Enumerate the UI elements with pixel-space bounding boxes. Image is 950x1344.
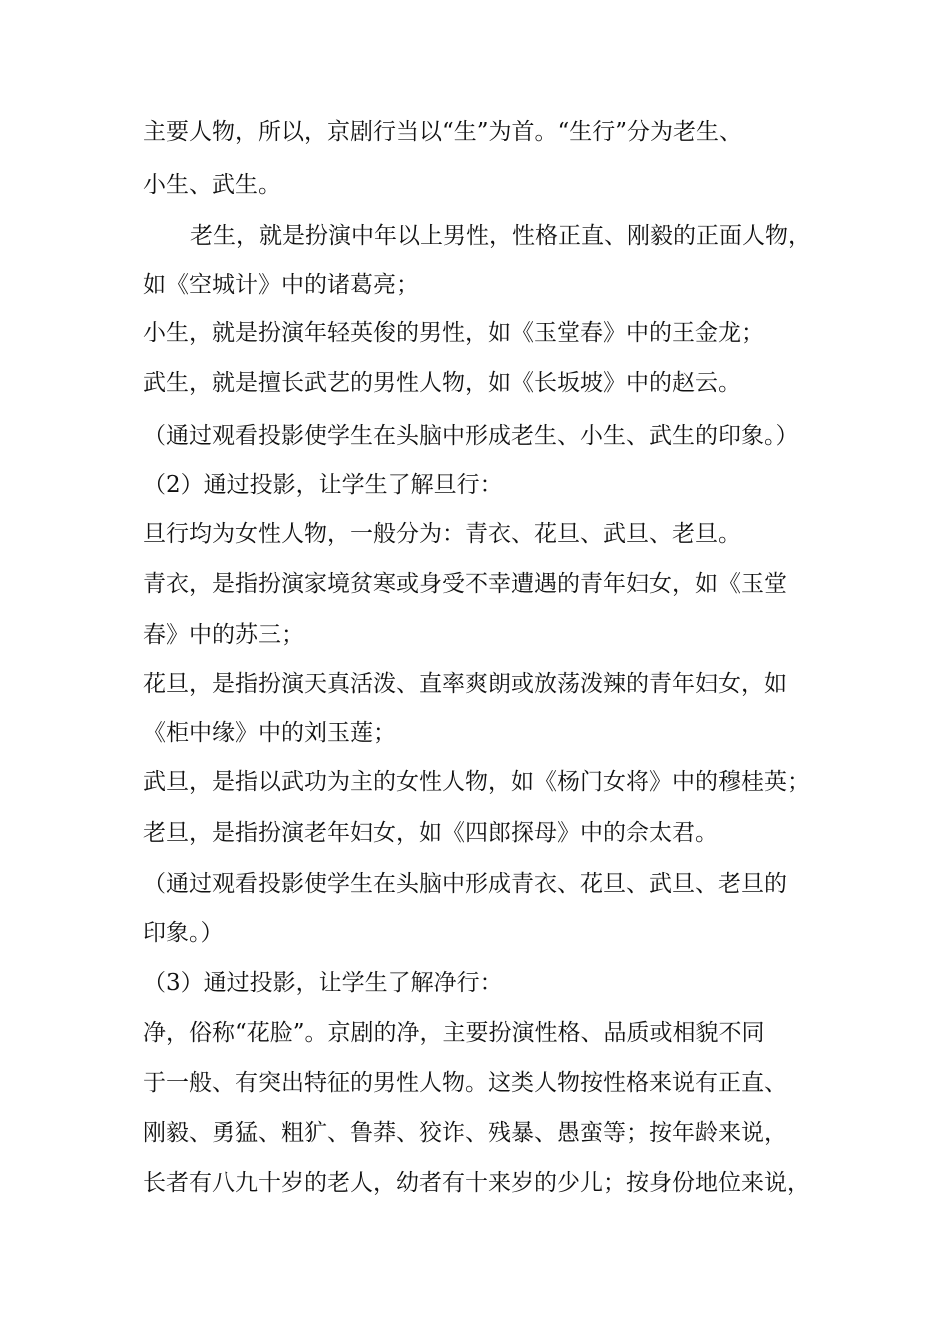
note-line: （通过观看投影使学生在头脑中形成老生、小生、武生的印象。） bbox=[143, 423, 799, 449]
text-line: 《柜中缘》中的刘玉莲； bbox=[143, 720, 396, 746]
text-line: 老旦，是指扮演老年妇女，如《四郎探母》中的佘太君。 bbox=[143, 820, 718, 846]
text-line: 如《空城计》中的诸葛亮； bbox=[143, 272, 419, 298]
text-line: 春》中的苏三； bbox=[143, 622, 304, 648]
text-line: 花旦，是指扮演天真活泼、直率爽朗或放荡泼辣的青年妇女，如 bbox=[143, 671, 787, 697]
text-line: 旦行均为女性人物，一般分为：青衣、花旦、武旦、老旦。 bbox=[143, 521, 741, 547]
text-line: 青衣，是指扮演家境贫寒或身受不幸遭遇的青年妇女，如《玉堂 bbox=[143, 571, 787, 597]
note-line: 印象。） bbox=[143, 920, 224, 946]
text-line: 小生，就是扮演年轻英俊的男性，如《玉堂春》中的王金龙； bbox=[143, 320, 764, 346]
text-line: 净，俗称“花脸”。京剧的净，主要扮演性格、品质或相貌不同 bbox=[143, 1020, 765, 1046]
text-line: 武生，就是擅长武艺的男性人物，如《长坂坡》中的赵云。 bbox=[143, 370, 741, 396]
text-line: 武旦，是指以武功为主的女性人物，如《杨门女将》中的穆桂英； bbox=[143, 769, 810, 795]
note-line: （通过观看投影使学生在头脑中形成青衣、花旦、武旦、老旦的 bbox=[143, 871, 787, 897]
text-line: 于一般、有突出特征的男性人物。这类人物按性格来说有正直、 bbox=[143, 1070, 787, 1096]
text-line: 小生、武生。 bbox=[143, 172, 281, 198]
paragraph-start-line: 老生，就是扮演中年以上男性，性格正直、刚毅的正面人物， bbox=[190, 223, 811, 249]
text-line: 刚毅、勇猛、粗犷、鲁莽、狡诈、残暴、愚蛮等；按年龄来说， bbox=[143, 1120, 787, 1146]
section-heading: （3）通过投影，让学生了解净行： bbox=[143, 970, 503, 996]
text-line: 主要人物，所以，京剧行当以“生”为首。“生行”分为老生、 bbox=[143, 119, 743, 145]
text-line: 长者有八九十岁的老人，幼者有十来岁的少儿；按身份地位来说， bbox=[143, 1170, 810, 1196]
section-heading: （2）通过投影，让学生了解旦行： bbox=[143, 472, 503, 498]
